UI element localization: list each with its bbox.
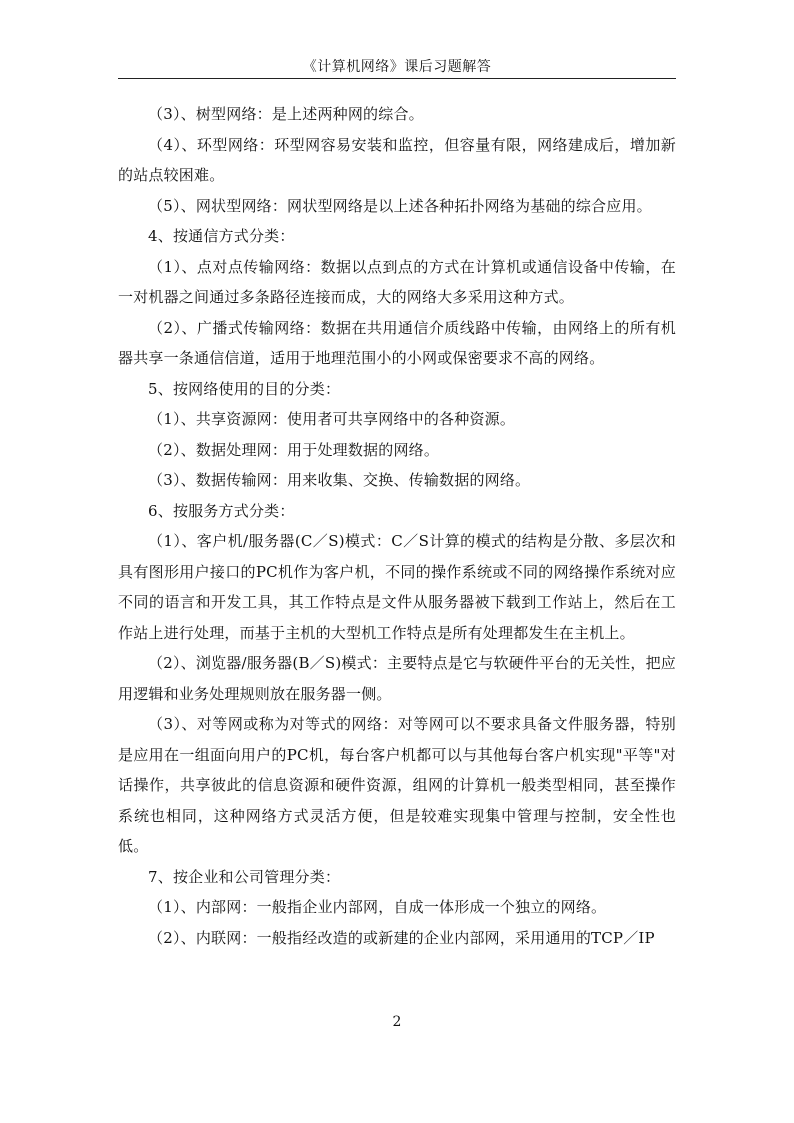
paragraph-point-to-point: （1）、点对点传输网络：数据以点到点的方式在计算机或通信设备中传输，在一对机器之间通过多条路径连接而成，大的网络大多采用这种方式。	[118, 257, 676, 306]
paragraph-mesh-network: （5）、网状型网络：网状型网络是以上述各种拓扑网络为基础的综合应用。	[148, 196, 652, 215]
header-rule	[118, 78, 676, 79]
page-header-title: 《计算机网络》课后习题解答	[302, 59, 492, 75]
section-heading-communication: 4、按通信方式分类：	[148, 227, 295, 245]
paragraph-browser-server: （2）、浏览器/服务器(B／S)模式：主要特点是它与软硬件平台的无关性，把应用逻辑和业务处理规则放在服务器一侧。	[118, 654, 676, 703]
section-heading-purpose: 5、按网络使用的目的分类：	[148, 379, 341, 398]
paragraph-data-processing: （2）、数据处理网：用于处理数据的网络。	[148, 440, 440, 459]
paragraph-client-server: （1）、客户机/服务器(C／S)模式：C／S计算的模式的结构是分散、多层次和具有图形用户接口的PC机作为客户机，不同的操作系统或不同的网络操作系统对应不同的语言和开发工具，其工作特点是文件从服务器被下载到工作站上，然后在工作站上进行处理，而基于主机的大型机工作特点是所有处理都发生在主机上。	[118, 532, 676, 642]
paragraph-internal-network: （1）、内部网：一般指企业内部网，自成一体形成一个独立的网络。	[148, 898, 607, 916]
page-number: 2	[392, 1014, 402, 1030]
paragraph-broadcast: （2）、广播式传输网络：数据在共用通信介质线路中传输，由网络上的所有机器共享一条通信信道，适用于地理范围小的小网或保密要求不高的网络。	[118, 318, 676, 367]
paragraph-intranet: （2）、内联网：一般指经改造的或新建的企业内部网，采用通用的TCP／IP	[148, 928, 655, 947]
section-heading-service: 6、按服务方式分类：	[148, 501, 295, 520]
section-heading-enterprise: 7、按企业和公司管理分类：	[148, 867, 341, 886]
paragraph-data-transmission: （3）、数据传输网：用来收集、交换、传输数据的网络。	[148, 471, 531, 489]
paragraph-peer-to-peer: （3）、对等网或称为对等式的网络：对等网可以不要求具备文件服务器，特别是应用在一组面向用户的PC机，每台客户机都可以与其他每台客户机实现"平等"对话操作，共享彼此的信息资源和硬件资源，组网的计算机一般类型相同，甚至操作系统也相同，这种网络方式灵活方便，但是较难实现集中管理与控制，安全性也低。	[118, 715, 676, 855]
paragraph-ring-network: （4）、环型网络：环型网容易安装和监控，但容量有限，网络建成后，增加新的站点较困难。	[118, 135, 676, 184]
document-body	[118, 99, 676, 953]
paragraph-tree-network: （3）、树型网络：是上述两种网的综合。	[148, 105, 424, 123]
paragraph-resource-sharing: （1）、共享资源网：使用者可共享网络中的各种资源。	[148, 410, 516, 428]
